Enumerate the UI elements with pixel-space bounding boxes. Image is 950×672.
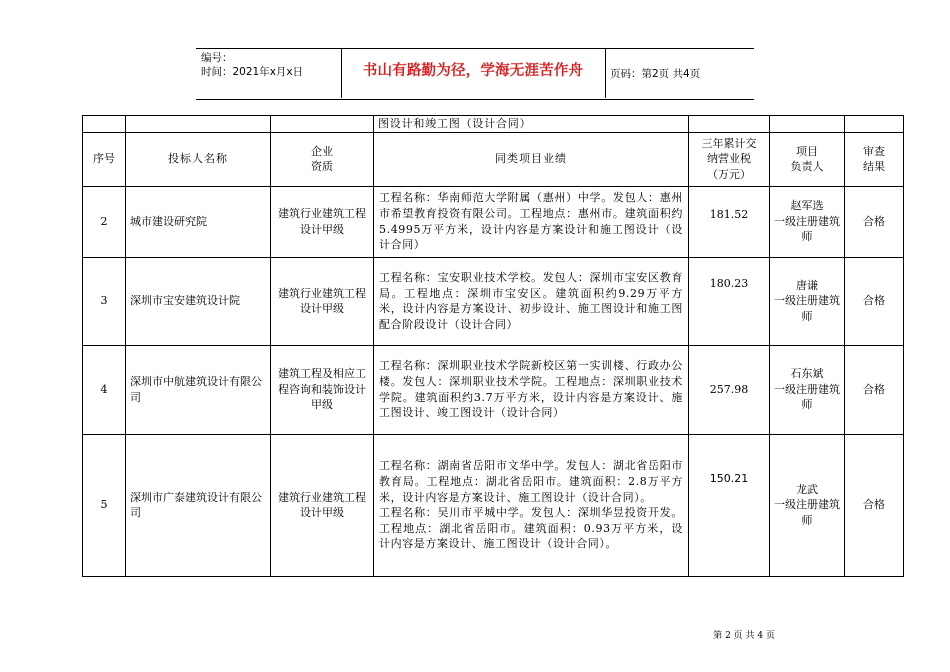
row-result: 合格 xyxy=(845,434,904,576)
header-tax: 三年累计交 纳营业税 （万元） xyxy=(689,132,770,186)
header-result: 审查 结果 xyxy=(845,132,904,186)
row-result: 合格 xyxy=(845,345,904,434)
row-tax: 150.21 xyxy=(689,434,770,576)
continuation-row xyxy=(83,116,904,133)
row-index: 4 xyxy=(83,345,126,434)
row-bidder: 深圳市中航建筑设计有限公司 xyxy=(126,345,271,434)
row-bidder: 城市建设研究院 xyxy=(126,186,271,257)
header-performance: 同类项目业绩 xyxy=(374,132,689,186)
row-manager: 石东斌 一级注册建筑师 xyxy=(770,345,845,434)
row-performance: 工程名称：湖南省岳阳市文华中学。发包人：湖北省岳阳市教育局。工程地点：湖北省岳阳市。建筑面积：2.8万平方米，设计内容是方案设计、施工图设计（设计合同）。 工程名称：吴川市平城中学。发包人：深圳华昱投资开发。工程地点：湖北省岳阳市。建筑面积：0.93万平方米，设计内容是方案设计、施工图设计（设计合同）。 xyxy=(374,434,689,576)
row-tax: 181.52 xyxy=(689,186,770,257)
row-performance: 工程名称：华南师范大学附属（惠州）中学。发包人：惠州市希望教育投资有限公司。工程地点：惠州市。建筑面积约5.4995万平方米，设计内容是方案设计和施工图设计（设计合同） xyxy=(374,186,689,257)
header-manager: 项目 负责人 xyxy=(770,132,845,186)
row-qualification: 建筑工程及相应工程咨询和装饰设计甲级 xyxy=(271,345,374,434)
table-row xyxy=(83,434,904,576)
row-result: 合格 xyxy=(845,186,904,257)
continuation-text: 图设计和竣工图（设计合同） xyxy=(374,116,689,133)
header-row xyxy=(83,132,904,186)
header-index: 序号 xyxy=(83,132,126,186)
header-bidder: 投标人名称 xyxy=(126,132,271,186)
row-performance: 工程名称：深圳职业技术学院新校区第一实训楼、行政办公楼。发包人：深圳职业技术学院。工程地点：深圳职业技术学院。建筑面积约3.7万平方米，设计内容是方案设计、施工图设计、竣工图设计（设计合同） xyxy=(374,345,689,434)
row-manager: 龙武 一级注册建筑师 xyxy=(770,434,845,576)
row-bidder: 深圳市广泰建筑设计有限公司 xyxy=(126,434,271,576)
row-index: 3 xyxy=(83,257,126,345)
document-number-label: 编号： xyxy=(201,52,233,64)
table-row xyxy=(83,345,904,434)
header-page-label: 页码：第2页 共4页 xyxy=(610,68,701,80)
row-qualification: 建筑行业建筑工程设计甲级 xyxy=(271,257,374,345)
table-row xyxy=(83,186,904,257)
header-divider xyxy=(605,48,606,98)
document-time-label: 时间：2021年x月x日 xyxy=(201,66,304,78)
page-footer: 第 2 页 共 4 页 xyxy=(713,631,775,641)
row-qualification: 建筑行业建筑工程设计甲级 xyxy=(271,186,374,257)
row-qualification: 建筑行业建筑工程设计甲级 xyxy=(271,434,374,576)
row-index: 2 xyxy=(83,186,126,257)
table-row xyxy=(83,257,904,345)
row-manager: 唐谦 一级注册建筑师 xyxy=(770,257,845,345)
row-bidder: 深圳市宝安建筑设计院 xyxy=(126,257,271,345)
row-manager: 赵军选 一级注册建筑师 xyxy=(770,186,845,257)
row-tax: 257.98 xyxy=(689,345,770,434)
row-performance: 工程名称：宝安职业技术学校。发包人：深圳市宝安区教育局。工程地点：深圳市宝安区。建筑面积约9.29万平方米，设计内容是方案设计、初步设计、施工图设计和施工图配合阶段设计（设计合同） xyxy=(374,257,689,345)
row-index: 5 xyxy=(83,434,126,576)
bidder-table xyxy=(82,115,904,577)
row-tax: 180.23 xyxy=(689,257,770,345)
header-qualification: 企业 资质 xyxy=(271,132,374,186)
header-motto: 书山有路勤为径，学海无涯苦作舟 xyxy=(362,63,584,79)
row-result: 合格 xyxy=(845,257,904,345)
